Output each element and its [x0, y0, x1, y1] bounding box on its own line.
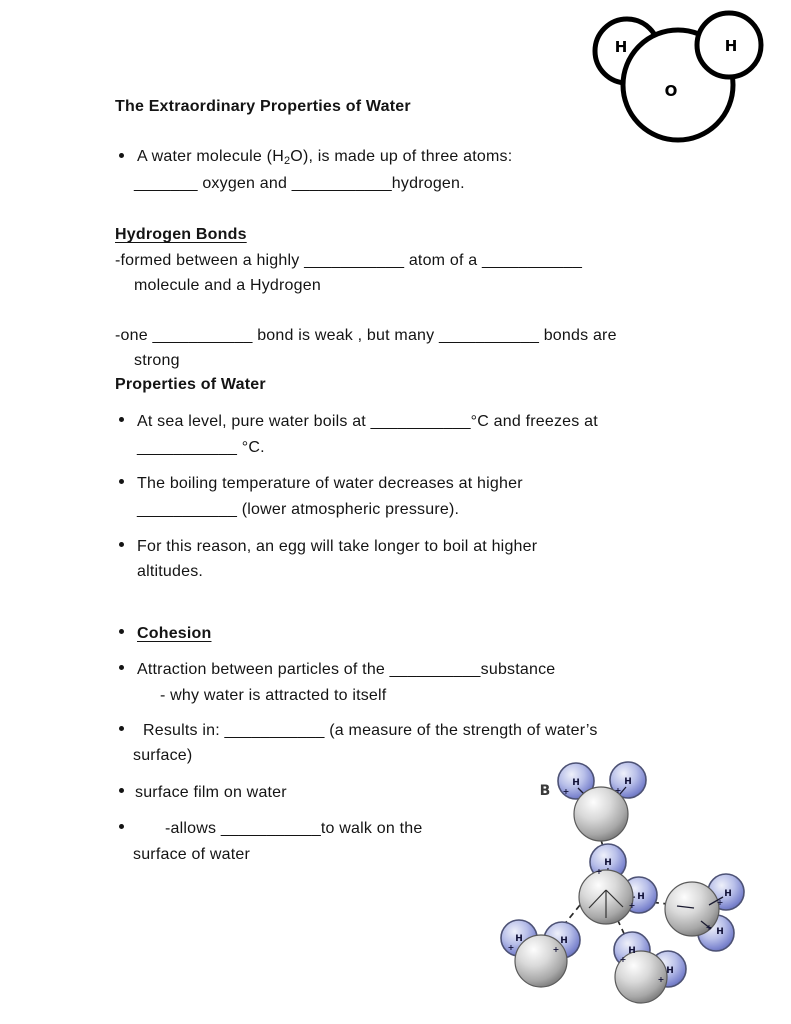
- plus-sign: +: [552, 945, 560, 954]
- intro-line-2: _______ oxygen and ___________hydrogen.: [134, 175, 465, 192]
- hydrogen-label: H: [624, 777, 632, 787]
- egg-line-2: altitudes.: [137, 563, 204, 580]
- hydrogen-label: H: [628, 946, 636, 956]
- decrease-line-1: The boiling temperature of water decreases at higher: [137, 475, 523, 492]
- oxygen-atom: [515, 935, 567, 987]
- oxygen-label: O: [664, 82, 678, 100]
- plus-sign: +: [716, 898, 724, 907]
- one-bond-line-1: -one ___________ bond is weak , but many ___________ bonds are: [115, 327, 617, 344]
- allows-line-1: -allows ___________to walk on the: [165, 820, 423, 837]
- hydrogen-label: H: [560, 936, 568, 946]
- boil-line-2: ___________ °C.: [137, 439, 265, 456]
- plus-sign: +: [614, 786, 622, 795]
- decrease-line-2: ___________ (lower atmospheric pressure).: [137, 501, 460, 518]
- attraction-line-2: - why water is attracted to itself: [160, 687, 387, 704]
- h2o-subscript: 2: [283, 155, 291, 167]
- hydrogen-label: H: [724, 37, 738, 55]
- bullet-dot: [119, 417, 124, 422]
- bullet-dot: [119, 726, 124, 731]
- water-molecule: [579, 844, 657, 924]
- bullet-dot: [119, 629, 124, 634]
- bullet-dot: [119, 788, 124, 793]
- plus-sign: +: [628, 901, 636, 910]
- water-molecule-diagram: [585, 0, 791, 160]
- hydrogen-label: H: [614, 38, 628, 56]
- page-title: The Extraordinary Properties of Water: [115, 98, 411, 115]
- allows-line-2: surface of water: [133, 846, 251, 863]
- intro-line-1: [137, 147, 512, 171]
- hydrogen-label: H: [572, 778, 580, 788]
- water-molecule: [501, 920, 580, 987]
- water-molecule: [665, 874, 744, 951]
- formed-line-2: molecule and a Hydrogen: [134, 277, 321, 294]
- hydrogen-label: H: [724, 889, 732, 899]
- water-molecule: [558, 762, 646, 841]
- plus-sign: +: [562, 787, 570, 796]
- results-line-1: Results in: ___________ (a measure of the strength of water’s: [143, 722, 598, 739]
- hydrogen-bonds-heading: Hydrogen Bonds: [115, 226, 247, 243]
- intro-text-post: O), is made up of three atoms:: [290, 148, 513, 165]
- bullet-dot: [119, 665, 124, 670]
- boil-line-1: At sea level, pure water boils at ___________°C and freezes at: [137, 413, 598, 430]
- water-molecule: [614, 932, 686, 1003]
- one-bond-line-2: strong: [134, 352, 180, 369]
- hydrogen-label: H: [515, 934, 523, 944]
- oxygen-atom: [574, 787, 628, 841]
- properties-heading: Properties of Water: [115, 376, 266, 393]
- intro-text-pre: A water molecule (H: [137, 148, 284, 165]
- formed-line-1: -formed between a highly ___________ atom of a ___________: [115, 252, 583, 269]
- bullet-dot: [119, 542, 124, 547]
- hydrogen-label: H: [716, 927, 724, 937]
- hydrogen-label: H: [666, 966, 674, 976]
- hydrogen-bonding-diagram: [480, 760, 791, 1024]
- plus-sign: +: [507, 943, 515, 952]
- bullet-dot: [119, 479, 124, 484]
- plus-sign: +: [595, 867, 603, 876]
- hydrogen-label: H: [604, 858, 612, 868]
- egg-line-1: For this reason, an egg will take longer to boil at higher: [137, 538, 538, 555]
- plus-sign: +: [657, 975, 665, 984]
- hydrogen-label: H: [637, 892, 645, 902]
- plus-sign: +: [705, 923, 713, 932]
- attraction-line-1: Attraction between particles of the __________substance: [137, 661, 556, 678]
- bullet-dot: [119, 824, 124, 829]
- bullet-dot: [119, 153, 124, 158]
- plus-sign: +: [619, 955, 627, 964]
- diagram-label-b: B: [539, 783, 551, 799]
- cohesion-heading: Cohesion: [137, 625, 212, 642]
- surface-film-line: surface film on water: [135, 784, 287, 801]
- results-line-2: surface): [133, 747, 193, 764]
